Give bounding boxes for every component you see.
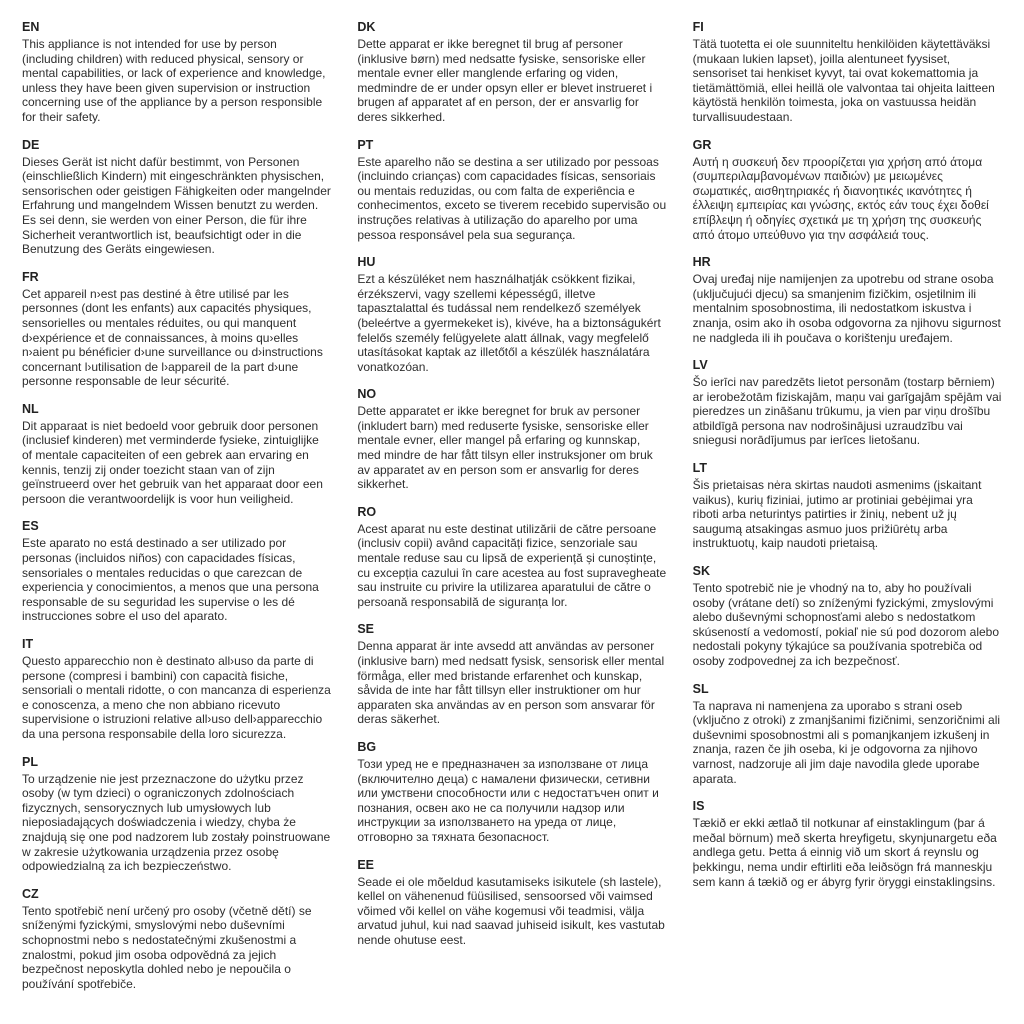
lang-section-gr xyxy=(693,138,1002,243)
lang-section-sk xyxy=(693,564,1002,669)
lang-section-de xyxy=(22,138,331,257)
warning-text-se: Denna apparat är inte avsedd att användas av personer (inklusive barn) med nedsatt fysisk, sensorisk eller mental förmåga, eller med bristande erfarenhet och kunskap, såvida de inte har fått tillsyn eller instruktioner om hur apparaten ska användas av en person som ansvarar för deras säkerhet. xyxy=(357,639,665,727)
language-code-cz: CZ xyxy=(22,886,39,901)
lang-section-ee xyxy=(357,858,666,948)
language-code-ee: EE xyxy=(357,857,375,872)
column-2 xyxy=(357,20,666,1014)
language-code-dk: DK xyxy=(357,20,376,34)
lang-section-lv xyxy=(693,358,1002,448)
language-code-gr: GR xyxy=(692,137,712,152)
warning-text-lt: Šis prietaisas nėra skirtas naudoti asmenims (įskaitant vaikus), kurių fiziniai, jutimo ar protiniai gebėjimai yra riboti arba neturintys patirties ir žinių, nebent už jų saugumą atsakingas asmuo juos prižiūrėtų arba instruktuotų, kaip naudoti prietaisą. xyxy=(692,478,982,551)
warning-text-dk: Dette apparat er ikke beregnet til brug af personer (inklusive børn) med nedsatte fysiske, sensoriske eller mentale evner eller manglende erfaring og viden, medmindre de er under opsyn eller er blevet instrueret i brugen af apparatet af en person, der er ansvarlig for deres sikkerhed. xyxy=(357,37,653,124)
warning-text-it: Questo apparecchio non è destinato all›uso da parte di persone (compresi i bambini) con capacità fisiche, sensoriali o mentali ridotte, o con mancanza di esperienza e conoscenza, a meno che non abbiano ricevuto supervisione o istruzioni relative all›uso dell›apparecchio da una persona responsabile della loro sicurezza. xyxy=(22,654,331,741)
language-code-se: SE xyxy=(357,622,375,637)
lang-section-pl xyxy=(22,755,331,874)
lang-section-sl xyxy=(693,682,1002,787)
language-code-pl: PL xyxy=(22,754,38,769)
lang-section-hu xyxy=(357,255,666,374)
warning-text-ee: Seade ei ole mõeldud kasutamiseks isikutele (sh lastele), kellel on vähenenud füüsilised, sensoorsed või vaimsed võimed või kellel on vähe kogemusi või teadmisi, välja arvatud juhul, kui nad saavad juhiseid isikult, kes vastutab nende ohutuse eest. xyxy=(357,874,665,947)
warning-text-hu: Ezt a készüléket nem használhatják csökkent fizikai, érzékszervi, vagy szellemi képességű, illetve tapasztalattal és tudással nem rendelkező személyek (beleértve a gyermekeket is), kivéve, ha a biztonságukért felelős személy felügyelete alatt állnak, vagy megfelelő utasításokat kaptak az illetőtől a készülék használatára vonatkozóan. xyxy=(357,272,661,374)
warning-text-fr: Cet appareil n›est pas destiné à être utilisé par les personnes (dont les enfants) aux capacités physiques, sensorielles ou mentales réduites, ou qui manquent d›expérience et de connaissances, à moins qu›elles n›aient pu bénéficier d›une surveillance ou d›instructions concernant l›utilisation de l›appareil de la part d›une personne responsable de leur sécurité. xyxy=(22,286,323,389)
lang-section-pt xyxy=(357,138,666,243)
language-code-en: EN xyxy=(22,20,40,34)
language-code-fi: FI xyxy=(692,20,704,34)
language-code-fr: FR xyxy=(22,269,39,284)
language-code-sl: SL xyxy=(692,681,709,696)
lang-section-nl xyxy=(22,402,331,507)
column-1 xyxy=(22,20,331,1014)
lang-section-no xyxy=(357,387,666,492)
language-code-ro: RO xyxy=(357,504,377,519)
warning-text-hr: Ovaj uređaj nije namijenjen za upotrebu od strane osoba (uključujući djecu) sa smanjenim fizičkim, osjetilnim ili mentalnim sposobnostima, ili nedostatkom iskustva i znanja, osim ako ih osoba odgovorna za njihovu sigurnost ne nadgleda ili ih poučava o korištenju uređajem. xyxy=(692,272,1001,345)
language-code-sk: SK xyxy=(692,564,711,579)
lang-section-lt xyxy=(693,461,1002,551)
warning-text-fi: Tätä tuotetta ei ole suunniteltu henkilöiden käytettäväksi (mukaan lukien lapset), joilla alentuneet fyysiset, sensoriset tai henkiset kyvyt, tai ovat kokemattomia ja tietämättömiä, ellei heillä ole valvontaa tai ohjeita laitteen käytöstä henkilön toimesta, joka on vastuussa heidän turvallisuudestaan. xyxy=(692,37,995,124)
lang-section-es xyxy=(22,519,331,624)
language-code-nl: NL xyxy=(22,401,39,416)
warning-text-gr: Αυτή η συσκευή δεν προορίζεται για χρήση από άτομα (συμπεριλαμβανομένων παιδιών) με μειωμένες σωματικές, αισθητηριακές ή διανοητικές ικανότητες ή έλλειψη εμπειρίας και γνώσης, εκτός εάν τους έχει δοθεί επίβλεψη ή οδηγίες σχετικά με τη χρήση της συσκευής από άτομο υπεύθυνο για την ασφάλειά τους. xyxy=(692,154,989,242)
warning-text-sk: Tento spotrebič nie je vhodný na to, aby ho používali osoby (vrátane detí) so zníženými fyzickými, zmyslovými alebo duševnými schopnosťami alebo s nedostatkom skúseností a vedomostí, pokiaľ nie sú pod dozorom alebo nedostali pokyny týkajúce sa používania spotrebiča od osoby zodpovednej za ich bezpečnosť. xyxy=(692,581,1000,668)
column-3 xyxy=(693,20,1002,1014)
warning-text-de: Dieses Gerät ist nicht dafür bestimmt, von Personen (einschließlich Kindern) mit eingeschränkten physischen, sensorischen oder geistigen Fähigkeiten oder mangelnder Erfahrung und mangelndem Wissen benutzt zu werden. Es sei denn, sie werden von einer Person, die für ihre Sicherheit verantwortlich ist, beaufsichtigt oder in die Benutzung des Geräts eingewiesen. xyxy=(22,154,331,257)
warning-text-cz: Tento spotřebič není určený pro osoby (včetně dětí) se sníženými fyzickými, smyslovými nebo duševními schopnostmi nebo s nedostatečnými zkušenostmi a znalostmi, pokud jim osoba odpovědná za jejich bezpečnost neposkytla dohled nebo je nepoučila o používání spotřebiče. xyxy=(22,903,312,991)
lang-section-it xyxy=(22,637,331,742)
lang-section-cz xyxy=(22,887,331,992)
warning-text-es: Este aparato no está destinado a ser utilizado por personas (incluidos niños) con capacidades físicas, sensoriales o mentales reducidas o que carezcan de experiencia y conocimientos, a menos que una persona responsable de su seguridad les supervise o les dé instrucciones sobre el uso del aparato. xyxy=(22,536,319,624)
lang-section-hr xyxy=(693,255,1002,345)
warning-text-lv: Šo ierīci nav paredzēts lietot personām (tostarp bērniem) ar ierobežotām fiziskajām, maņu vai garīgajām spējām vai pieredzes un zināšanu trūkumu, ja vien par viņu drošību atbildīgā persona nav nodrošinājusi uzraudzību vai sniegusi norādījumus par ierīces lietošanu. xyxy=(692,375,1002,448)
language-code-es: ES xyxy=(22,519,39,534)
lang-section-en xyxy=(22,20,331,125)
lang-section-bg xyxy=(357,740,666,845)
lang-section-se xyxy=(357,622,666,727)
lang-section-is xyxy=(693,799,1002,889)
language-code-no: NO xyxy=(357,387,377,402)
language-code-hu: HU xyxy=(357,255,376,270)
warning-text-is: Tækið er ekki ætlað til notkunar af einstaklingum (þar á meðal börnum) með skerta hreyfigetu, skynjunargetu eða andlega getu. Þetta á einnig við um skort á reynslu og þekkingu, nema undir eftirliti eða leiðsögn frá manneskju sem kann á tækið og er ábyrg fyrir öryggi einstaklingsins. xyxy=(692,816,997,889)
language-code-de: DE xyxy=(22,137,40,152)
warning-text-pl: To urządzenie nie jest przeznaczone do użytku przez osoby (w tym dzieci) o ograniczonych zdolnościach fizycznych, sensorycznych lub umysłowych lub nieposiadających doświadczenia i wiedzy, chyba że znajdują się one pod nadzorem lub zostały poinstruowane w zakresie użytkowania urządzenia przez osobę odpowiedzialną za ich bezpieczeństwo. xyxy=(22,771,331,874)
language-code-hr: HR xyxy=(692,255,711,270)
warning-text-en: This appliance is not intended for use by person (including children) with reduced physical, sensory or mental capabilities, or lack of experience and knowledge, unless they have been given supervision or instruction concerning use of the appliance by a person responsible for their safety. xyxy=(22,37,326,124)
warning-text-nl: Dit apparaat is niet bedoeld voor gebruik door personen (inclusief kinderen) met verminderde fysieke, zintuiglijke of mentale capaciteiten of een gebrek aan ervaring en kennis, tenzij zij onder toezicht staan van of zijn geïnstrueerd over het gebruik van het apparaat door een persoon die verantwoordelijk is voor hun veiligheid. xyxy=(22,418,323,506)
warning-text-bg: Този уред не е предназначен за използване от лица (включително деца) с намалени физически, сетивни или умствени способности или с недостатъчен опит и познания, освен ако не са получили надзор или инструкции за използването на уреда от лице, отговорно за тяхната безопасност. xyxy=(357,756,659,844)
warning-text-sl: Ta naprava ni namenjena za uporabo s strani oseb (vključno z otroki) z zmanjšanimi fizičnimi, senzoričnimi ali duševnimi sposobnostmi ali s pomanjkanjem izkušenj in znanja, razen če jih oseba, ki je odgovorna za njihovo varnost, nadzoruje ali jim daje navodila glede uporabe aparata. xyxy=(692,698,1001,786)
lang-section-fi xyxy=(693,20,1002,125)
lang-section-ro xyxy=(357,505,666,610)
language-code-bg: BG xyxy=(357,739,377,754)
language-code-lt: LT xyxy=(692,461,707,476)
warning-text-ro: Acest aparat nu este destinat utilizării de către persoane (inclusiv copii) având capacități fizice, senzoriale sau mentale reduse sau cu lipsă de experiență și cunoștințe, cu excepția cazului în care acestea au fost supravegheate sau instruite cu privire la utilizarea aparatului de către o persoană responsabilă de siguranța lor. xyxy=(357,521,667,609)
language-code-is: IS xyxy=(692,799,705,814)
lang-section-dk xyxy=(357,20,666,125)
warning-text-pt: Este aparelho não se destina a ser utilizado por pessoas (incluindo crianças) com capacidades físicas, sensoriais ou mentais reduzidas, ou com falta de experiência e conhecimentos, exceto se tiverem recebido supervisão ou instruções relativas à utilização do aparelho por uma pessoa responsável pela sua segurança. xyxy=(357,154,667,242)
lang-section-fr xyxy=(22,270,331,389)
language-code-it: IT xyxy=(22,637,34,651)
warning-text-no: Dette apparatet er ikke beregnet for bruk av personer (inkludert barn) med reduserte fysiske, sensoriske eller mentale evner, eller mangel på erfaring og kunnskap, med mindre de har fått tilsyn eller instruksjoner om bruk av apparatet av en person som er ansvarlig for deres sikkerhet. xyxy=(357,404,653,492)
language-code-pt: PT xyxy=(357,137,374,152)
language-code-lv: LV xyxy=(692,358,708,373)
